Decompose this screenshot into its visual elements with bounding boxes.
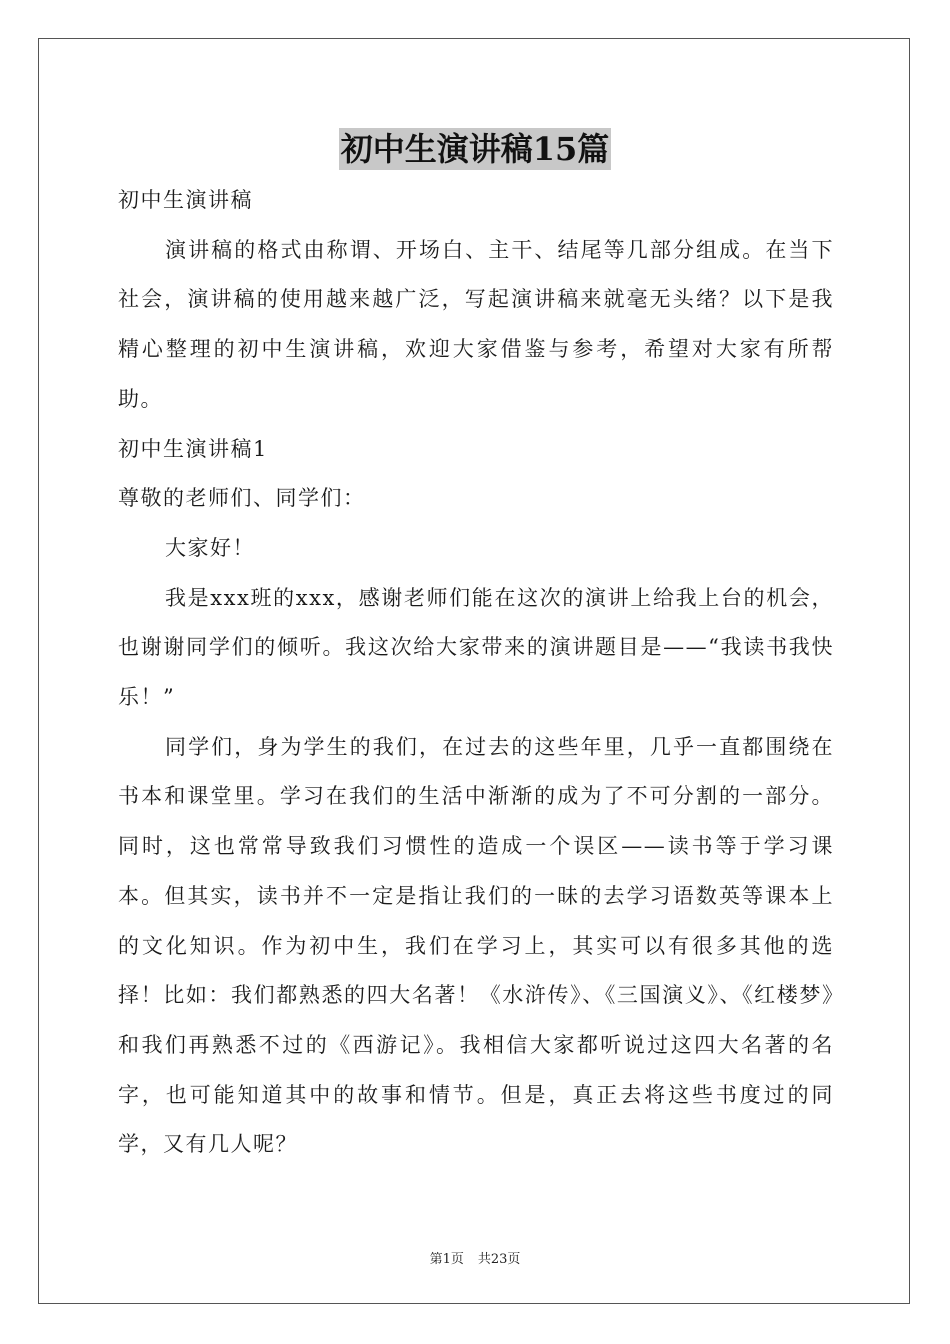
greeting: 大家好！ [165, 535, 255, 560]
body-paragraph: 我是xxx班的xxx，感谢老师们能在这次的演讲上给我上台的机会，也谢谢同学们的倾听。我这次给大家带来的演讲题目是——“我读书我快乐！” [118, 585, 834, 710]
intro-paragraph: 演讲稿的格式由称谓、开场白、主干、结尾等几部分组成。在当下社会，演讲稿的使用越来越广泛，写起演讲稿来就毫无头绪？以下是我精心整理的初中生演讲稿，欢迎大家借鉴与参考，希望对大家有所帮助。 [118, 237, 834, 411]
page-number: 第1页 [429, 1252, 464, 1267]
document-body [118, 176, 834, 1170]
page-total: 共23页 [477, 1252, 521, 1267]
document-title: 初中生演讲稿15篇 [340, 130, 610, 168]
page-footer [0, 1248, 950, 1267]
title-container [0, 128, 950, 170]
salutation: 尊敬的老师们、同学们： [118, 486, 366, 511]
body-paragraph: 同学们，身为学生的我们，在过去的这些年里，几乎一直都围绕在书本和课堂里。学习在我们的生活中渐渐的成为了不可分割的一部分。同时，这也常常导致我们习惯性的造成一个误区——读书等于学习课本。但其实，读书并不一定是指让我们的一昧的去学习语数英等课本上的文化知识。作为初中生，我们在学习上，其实可以有很多其他的选择！比如：我们都熟悉的四大名著！《水浒传》、《三国演义》、《红楼梦》和我们再熟悉不过的《西游记》。我相信大家都听说过这四大名著的名字，也可能知道其中的故事和情节。但是，真正去将这些书度过的同学，又有几人呢？ [118, 734, 834, 1157]
document-subtitle: 初中生演讲稿 [118, 188, 253, 212]
section-heading: 初中生演讲稿1 [118, 436, 268, 461]
